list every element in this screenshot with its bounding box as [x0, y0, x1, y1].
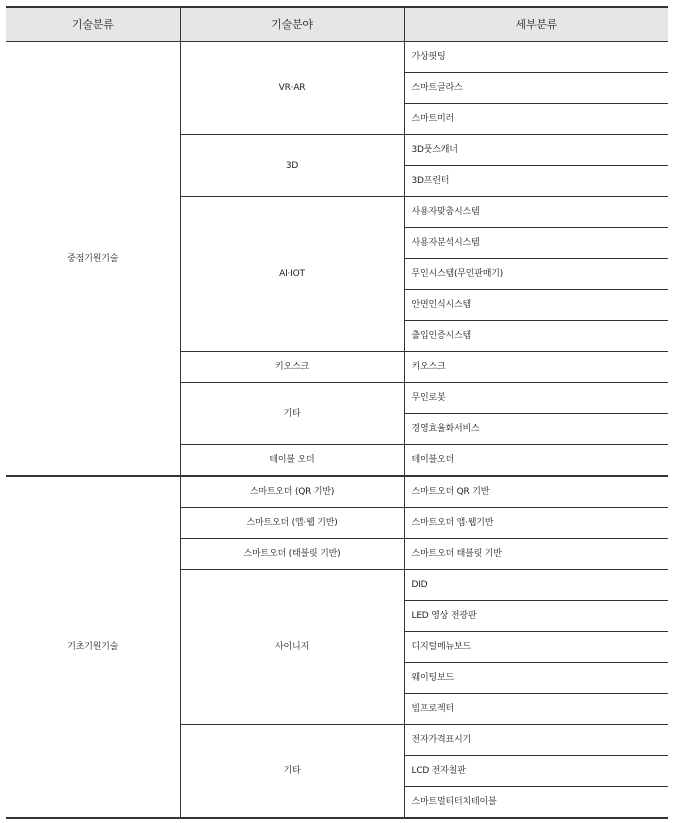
- field-cell: AI·IOT: [180, 197, 404, 352]
- detail-cell: 전자가격표시기: [404, 725, 668, 756]
- header-field: 기술분야: [180, 7, 404, 42]
- table-row: [6, 42, 668, 73]
- detail-cell: 가상핏팅: [404, 42, 668, 73]
- detail-cell: 출입인증시스템: [404, 321, 668, 352]
- detail-cell: 3D프린터: [404, 166, 668, 197]
- detail-cell: 3D풋스캐너: [404, 135, 668, 166]
- detail-cell: 무인시스템(무인판매기): [404, 259, 668, 290]
- detail-cell: LED 영상 전광판: [404, 601, 668, 632]
- detail-cell: 웨이팅보드: [404, 663, 668, 694]
- field-cell: 키오스크: [180, 352, 404, 383]
- detail-cell: LCD 전자칠판: [404, 756, 668, 787]
- field-cell: 스마트오더 (태블릿 기반): [180, 539, 404, 570]
- field-cell: 기타: [180, 725, 404, 819]
- detail-cell: 사용자분석시스템: [404, 228, 668, 259]
- detail-cell: 스마트오더 태블릿 기반: [404, 539, 668, 570]
- technology-classification-table: [6, 6, 668, 819]
- detail-cell: 키오스크: [404, 352, 668, 383]
- detail-cell: 안면인식시스템: [404, 290, 668, 321]
- detail-cell: 사용자맞춤시스템: [404, 197, 668, 228]
- field-cell: 스마트오더 (QR 기반): [180, 476, 404, 508]
- table-row: [6, 476, 668, 508]
- category-cell: 기초기원기술: [6, 476, 180, 818]
- detail-cell: 디지털메뉴보드: [404, 632, 668, 663]
- header-detail: 세부분류: [404, 7, 668, 42]
- field-cell: 3D: [180, 135, 404, 197]
- field-cell: 테이블 오더: [180, 445, 404, 477]
- detail-cell: 스마트멀티터치테이블: [404, 787, 668, 819]
- category-cell: 중점기원기술: [6, 42, 180, 477]
- field-cell: 기타: [180, 383, 404, 445]
- header-row: [6, 7, 668, 42]
- header-category: 기술분류: [6, 7, 180, 42]
- detail-cell: 무인로봇: [404, 383, 668, 414]
- detail-cell: 테이블오더: [404, 445, 668, 477]
- table-body: [6, 42, 668, 819]
- detail-cell: 스마트글라스: [404, 73, 668, 104]
- detail-cell: 스마트오더 앱·웹기반: [404, 508, 668, 539]
- detail-cell: DID: [404, 570, 668, 601]
- field-cell: 스마트오더 (앱·웹 기반): [180, 508, 404, 539]
- field-cell: VR·AR: [180, 42, 404, 135]
- detail-cell: 빔프로젝터: [404, 694, 668, 725]
- detail-cell: 스마트미러: [404, 104, 668, 135]
- detail-cell: 스마트오더 QR 기반: [404, 476, 668, 508]
- field-cell: 사이니지: [180, 570, 404, 725]
- detail-cell: 경영효율화서비스: [404, 414, 668, 445]
